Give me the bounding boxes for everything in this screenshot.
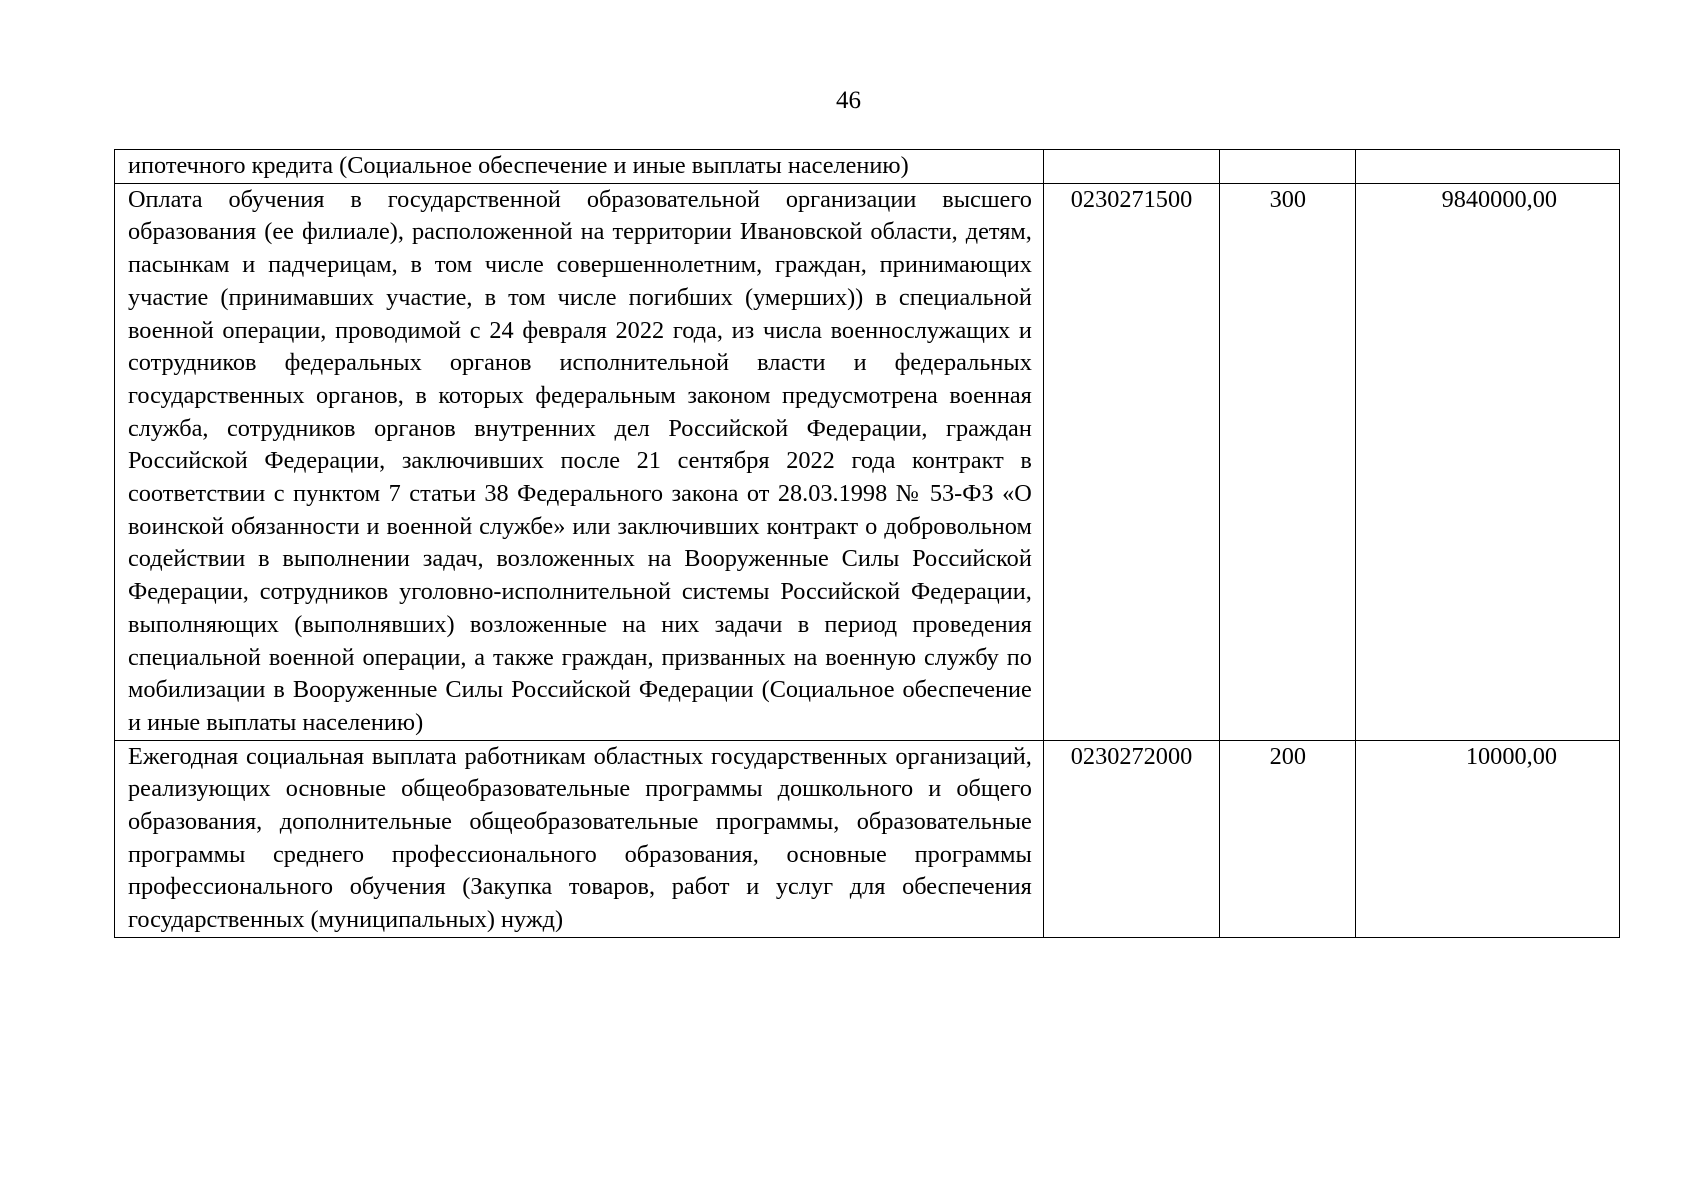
row-amount: [1356, 150, 1620, 184]
table-row: [115, 183, 1620, 740]
page-number: 46: [836, 87, 861, 114]
row-target-code: [1043, 150, 1219, 184]
row-expense-type: 300: [1220, 183, 1356, 740]
row-description: Ежегодная социальная выплата работникам областных государственных организаций, реализующих основные общеобразовательные программы дошкольного и общего образования, дополнительные общеобразовательные программы, образовательные программы среднего профессионального образования, основные программы профессионального обучения (Закупка товаров, работ и услуг для обеспечения государственных (муниципальных) нужд): [115, 740, 1044, 937]
row-target-code: 0230271500: [1043, 183, 1219, 740]
budget-table: [114, 149, 1620, 938]
table-row: [115, 740, 1620, 937]
row-description: ипотечного кредита (Социальное обеспечение и иные выплаты населению): [115, 150, 1044, 184]
row-amount: 9840000,00: [1356, 183, 1620, 740]
row-expense-type: 200: [1220, 740, 1356, 937]
row-amount: 10000,00: [1356, 740, 1620, 937]
row-target-code: 0230272000: [1043, 740, 1219, 937]
table-row: [115, 150, 1620, 184]
row-expense-type: [1220, 150, 1356, 184]
row-description: Оплата обучения в государственной образовательной организации высшего образования (ее филиале), расположенной на территории Ивановской области, детям, пасынкам и падчерицам, в том числе совершеннолетним, граждан, принимающих участие (принимавших участие, в том числе погибших (умерших)) в специальной военной операции, проводимой с 24 февраля 2022 года, из числа военнослужащих и сотрудников федеральных органов исполнительной власти и федеральных государственных органов, в которых федеральным законом предусмотрена военная служба, сотрудников органов внутренних дел Российской Федерации, граждан Российской Федерации, заключивших после 21 сентября 2022 года контракт в соответствии с пунктом 7 статьи 38 Федерального закона от 28.03.1998 № 53-ФЗ «О воинской обязанности и военной службе» или заключивших контракт о добровольном содействии в выполнении задач, возложенных на Вооруженные Силы Российской Федерации, сотрудников уголовно-исполнительной системы Российской Федерации, выполняющих (выполнявших) возложенные на них задачи в период проведения специальной военной операции, а также граждан, призванных на военную службу по мобилизации в Вооруженные Силы Российской Федерации (Социальное обеспечение и иные выплаты населению): [115, 183, 1044, 740]
